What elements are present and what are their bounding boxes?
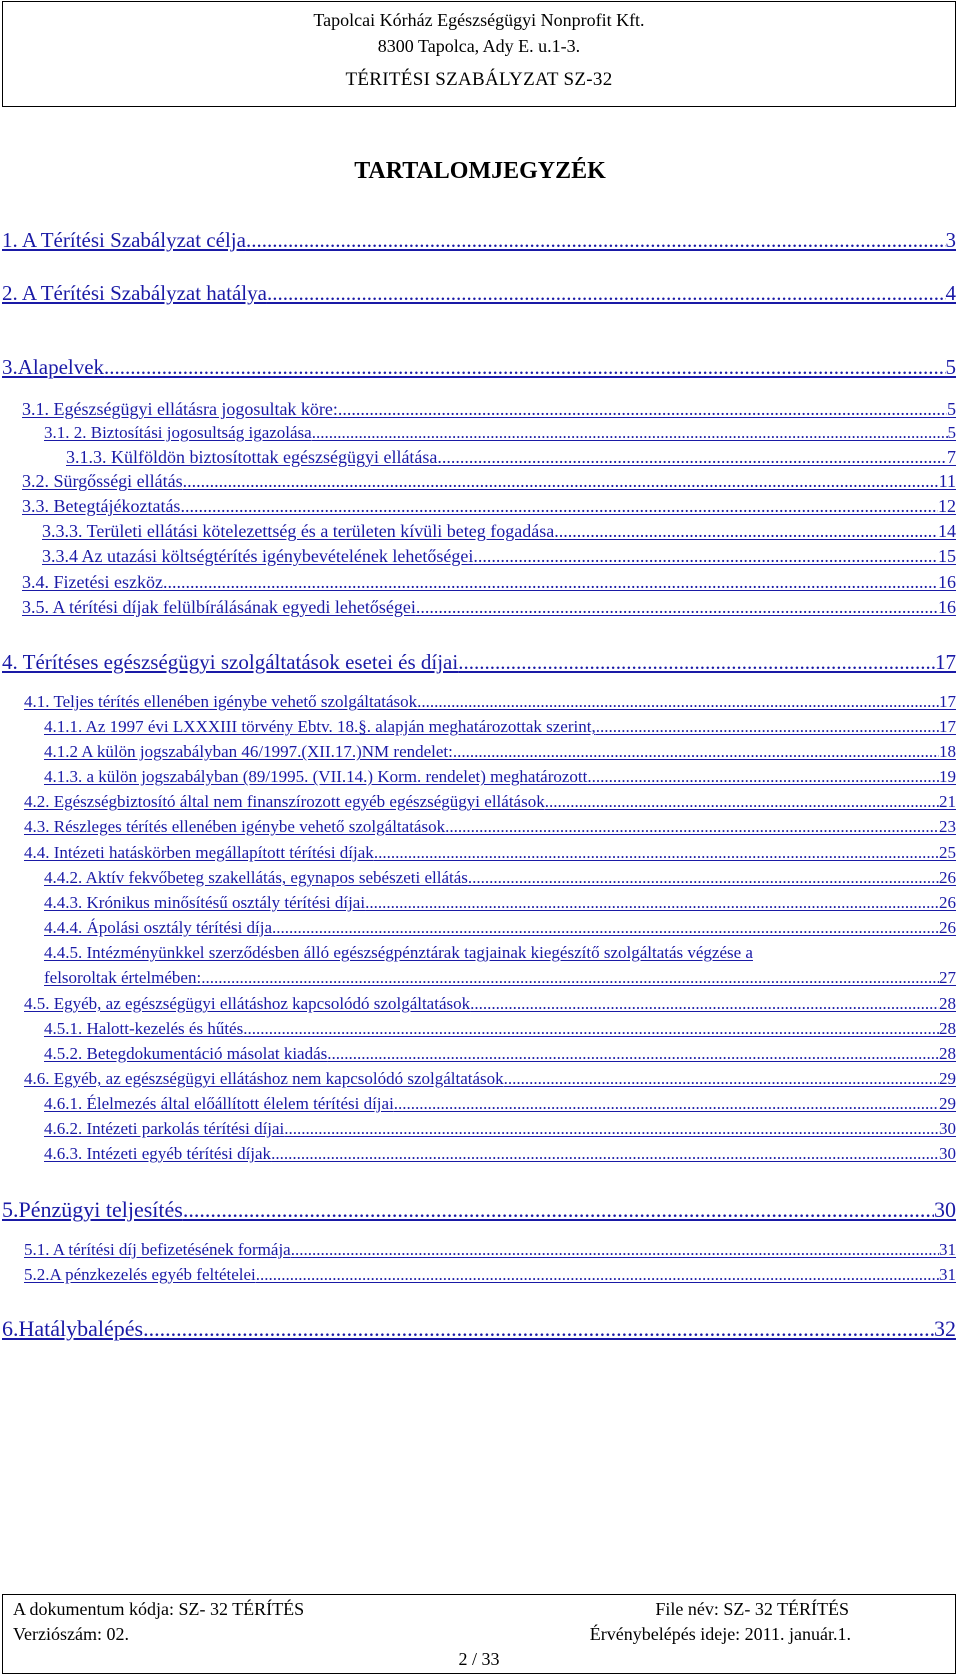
effective-date: Érvénybelépés ideje: 2011. január.1. [589, 1624, 851, 1644]
toc-title: TARTALOMJEGYZÉK [354, 158, 606, 184]
organization-name: Tapolcai Kórház Egészségügyi Nonprofit Kft. [313, 10, 645, 30]
toc-entry[interactable]: 4.4.4. Ápolási osztály térítési díja ..... 26 [44, 918, 956, 938]
document-footer [2, 1594, 956, 1674]
toc-entry[interactable]: 3.1.3. Külföldön biztosítottak egészségügyi ellátása ..... 7 [66, 447, 956, 468]
toc-entry[interactable]: 3.1. Egészségügyi ellátásra jogosultak köre: ..... 5 [22, 399, 956, 420]
toc-entry[interactable]: 4.6. Egyéb, az egészségügyi ellátáshoz nem kapcsolódó szolgáltatások ..... 29 [24, 1069, 956, 1089]
page-indicator: 2 / 33 [458, 1649, 500, 1669]
toc-entry[interactable]: 4.6.2. Intézeti parkolás térítési díjai ..... 30 [44, 1119, 956, 1139]
toc-entry[interactable]: 3.4. Fizetési eszköz ..... 16 [22, 572, 956, 593]
toc-entry[interactable]: 3.3.4 Az utazási költségtérítés igénybevételének lehetőségei ..... 15 [42, 546, 956, 567]
document-title: TÉRITÉSI SZABÁLYZAT SZ-32 [345, 69, 613, 90]
toc-entry[interactable]: 4.1.2 A külön jogszabályban 46/1997.(XII.17.)NM rendelet: ..... 18 [44, 742, 956, 762]
toc-entry[interactable]: 4.6.3. Intézeti egyéb térítési díjak ..... 30 [44, 1144, 956, 1164]
toc-entry[interactable]: 3.2. Sürgősségi ellátás ..... 11 [22, 471, 956, 492]
toc-entry[interactable]: felsoroltak értelmében: ..... 27 [44, 968, 956, 988]
file-name: File név: SZ- 32 TÉRÍTÉS [655, 1599, 849, 1619]
toc-entry[interactable]: 4.5. Egyéb, az egészségügyi ellátáshoz kapcsolódó szolgáltatások ..... 28 [24, 994, 956, 1014]
toc-entry[interactable]: 3.5. A térítési díjak felülbírálásának egyedi lehetőségei ..... 16 [22, 597, 956, 618]
toc-entry[interactable]: 1. A Térítési Szabályzat célja ..... 3 [2, 228, 956, 253]
toc-entry[interactable]: 2. A Térítési Szabályzat hatálya ..... 4 [2, 281, 956, 306]
toc-entry[interactable]: 4.1.1. Az 1997 évi LXXXIII törvény Ebtv. 18.§. alapján meghatározottak szerint, ..... 17 [44, 717, 956, 737]
document-code: A dokumentum kódja: SZ- 32 TÉRÍTÉS [13, 1599, 305, 1619]
toc-entry-wrapped-line[interactable]: 4.4.5. Intézményünkkel szerződésben álló egészségpénztárak tagjainak kiegészítő szolgáltatás végzése a [44, 943, 753, 962]
toc-entry[interactable]: 4.1.3. a külön jogszabályban (89/1995. (VII.14.) Korm. rendelet) meghatározott ..... 19 [44, 767, 956, 787]
toc-entry[interactable]: 5.2.A pénzkezelés egyéb feltételei ..... 31 [24, 1265, 956, 1285]
toc-entry[interactable]: 6.Hatálybalépés ..... 32 [2, 1316, 956, 1342]
toc-entry[interactable]: 5.1. A térítési díj befizetésének formája ..... 31 [24, 1240, 956, 1260]
organization-address: 8300 Tapolca, Ady E. u.1-3. [377, 36, 581, 56]
toc-entry[interactable]: 4.6.1. Élelmezés által előállított élelem térítési díjai ..... 29 [44, 1094, 956, 1114]
toc-entry[interactable]: 4.5.1. Halott-kezelés és hűtés ..... 28 [44, 1019, 956, 1039]
toc-entry[interactable]: 3.3.3. Területi ellátási kötelezettség és a területen kívüli beteg fogadása ..... 14 [42, 521, 956, 542]
toc-entry[interactable]: 5.Pénzügyi teljesítés ..... 30 [2, 1197, 956, 1223]
version-number: Verziószám: 02. [13, 1624, 129, 1644]
toc-entry[interactable]: 4.4.2. Aktív fekvőbeteg szakellátás, egynapos sebészeti ellátás ..... 26 [44, 868, 956, 888]
document-header [2, 1, 956, 107]
toc-entry[interactable]: 4.4. Intézeti hatáskörben megállapított térítési díjak ..... 25 [24, 843, 956, 863]
toc-entry[interactable]: 4.1. Teljes térítés ellenében igénybe vehető szolgáltatások ..... 17 [24, 692, 956, 712]
toc-entry[interactable]: 4.3. Részleges térítés ellenében igénybe vehető szolgáltatások ..... 23 [24, 817, 956, 837]
toc-entry[interactable]: 4.5.2. Betegdokumentáció másolat kiadás ..... 28 [44, 1044, 956, 1064]
toc-entry[interactable]: 3.1. 2. Biztosítási jogosultság igazolása ..... 5 [44, 423, 956, 443]
toc-entry[interactable]: 3.3. Betegtájékoztatás ..... 12 [22, 496, 956, 517]
toc-entry[interactable]: 4.2. Egészségbiztosító által nem finanszírozott egyéb egészségügyi ellátások ..... 21 [24, 792, 956, 812]
toc-entry[interactable]: 4.4.3. Krónikus minősítésű osztály térítési díjai ..... 26 [44, 893, 956, 913]
toc-entry[interactable]: 3.Alapelvek ..... 5 [2, 355, 956, 380]
toc-entry[interactable]: 4. Térítéses egészségügyi szolgáltatások esetei és díjai ..... 17 [2, 650, 956, 675]
